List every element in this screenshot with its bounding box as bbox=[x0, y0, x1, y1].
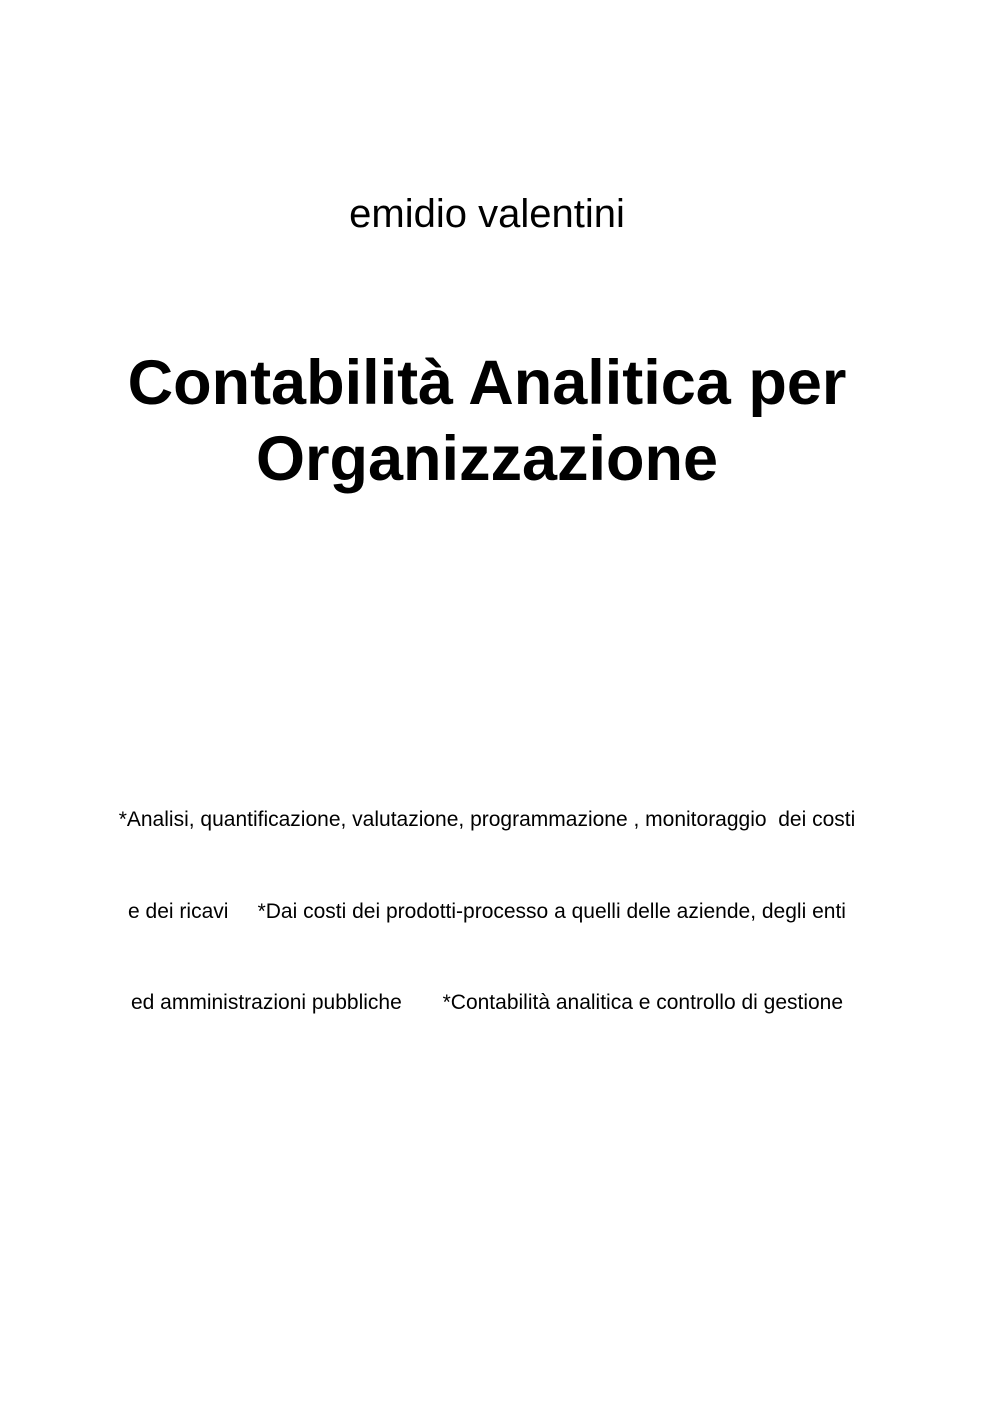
subtitle-line-2: e dei ricavi *Dai costi dei prodotti-processo a quelli delle aziende, degli enti bbox=[128, 899, 846, 923]
author-name: emidio valentini bbox=[349, 192, 625, 236]
book-subtitle bbox=[0, 744, 974, 1080]
title-line-2: Organizzazione bbox=[255, 424, 719, 494]
title-line-1: Contabilità Analitica per bbox=[127, 348, 847, 418]
subtitle-line-1: *Analisi, quantificazione, valutazione, programmazione , monitoraggio dei costi bbox=[118, 808, 856, 831]
subtitle-line-3: ed amministrazioni pubbliche *Contabilità analitica e controllo di gestione bbox=[130, 991, 844, 1014]
book-title bbox=[0, 345, 974, 497]
